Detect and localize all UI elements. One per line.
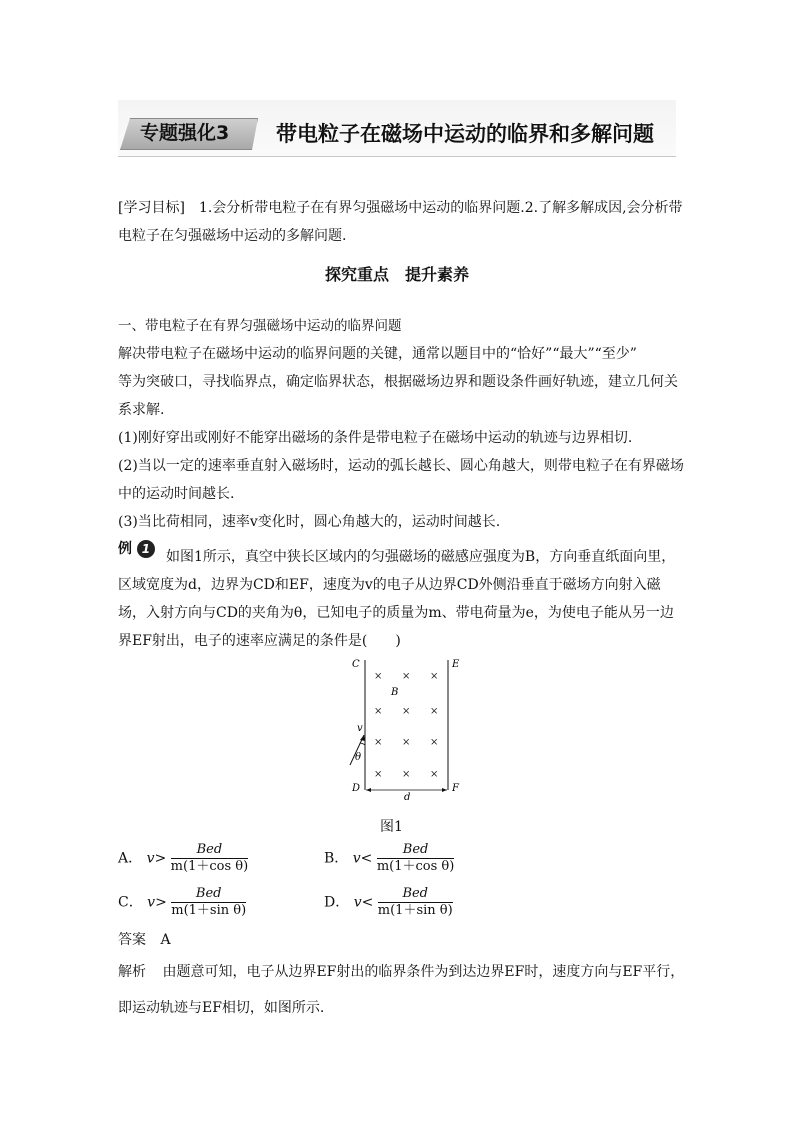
label-e: E	[452, 659, 460, 670]
option-fraction	[377, 842, 454, 875]
option-fraction	[171, 842, 248, 875]
field-cross: ×	[430, 671, 439, 682]
field-cross: ×	[402, 769, 411, 780]
part1-line: 等为突破口，寻找临界点，确定临界状态，根据磁场边界和题设条件画好轨迹，建立几何关	[118, 374, 678, 390]
example-line: 如图1所示，真空中狭长区域内的匀强磁场的磁感应强度为B，方向垂直纸面向里，	[166, 549, 676, 565]
field-cross: ×	[374, 737, 383, 748]
fraction-denominator: m(1＋sin θ)	[377, 903, 453, 918]
analysis-label: 解析	[118, 964, 146, 980]
option-inequality: v<	[353, 894, 374, 911]
theta-arc	[360, 743, 365, 745]
label-f: F	[452, 783, 459, 794]
label-d: D	[352, 783, 361, 794]
option-letter: C．	[118, 894, 143, 911]
fraction-denominator: m(1＋cos θ)	[170, 859, 249, 874]
example-label-text: 例	[118, 541, 132, 557]
label-d-width: d	[404, 792, 411, 803]
fraction-numerator: Bed	[171, 842, 248, 859]
fraction-numerator: Bed	[378, 886, 453, 903]
label-b: B	[391, 687, 399, 698]
example-number-badge: 1	[137, 540, 155, 558]
option-d[interactable]	[324, 886, 453, 919]
part1-line: (3)当比荷相同，速率v变化时，圆心角越大的，运动时间越长.	[118, 514, 501, 530]
analysis-line-2: 即运动轨迹与EF相切，如图所示.	[118, 1000, 325, 1016]
field-cross: ×	[402, 706, 411, 717]
part1-line: (1)刚好穿出或刚好不能穿出磁场的条件是带电粒子在磁场中运动的轨迹与边界相切.	[118, 430, 633, 446]
topic-tag: 专题强化3	[140, 122, 230, 144]
label-v: v	[357, 723, 363, 734]
part1-line: 解决带电粒子在磁场中运动的临界问题的关键，通常以题目中的“恰好”“最大”“至少”	[118, 346, 637, 362]
field-cross: ×	[402, 671, 411, 682]
field-cross: ×	[430, 769, 439, 780]
option-fraction	[378, 886, 453, 919]
option-b[interactable]	[324, 842, 454, 875]
example-line: 界EF射出，电子的速率应满足的条件是( )	[118, 633, 401, 649]
label-c: C	[352, 659, 360, 670]
field-cross: ×	[374, 706, 383, 717]
velocity-arrowhead	[360, 735, 365, 741]
dim-arrow-right	[442, 788, 447, 792]
magnetic-field-figure	[330, 650, 470, 810]
answer-value: A	[160, 932, 171, 948]
goals-line-2: 电粒子在匀强磁场中运动的多解问题.	[118, 228, 347, 244]
analysis-text: 由题意可知，电子从边界EF射出的临界条件为到达边界EF时，速度方向与EF平行，	[162, 964, 685, 980]
field-cross: ×	[430, 737, 439, 748]
analysis-line-1	[118, 958, 684, 986]
field-cross: ×	[402, 737, 411, 748]
goals-line-1: [学习目标] 1.会分析带电粒子在有界匀强磁场中运动的临界问题.2.了解多解成因,会分析带	[118, 200, 683, 216]
option-a[interactable]	[118, 842, 248, 875]
dim-arrow-left	[366, 788, 371, 792]
option-c[interactable]	[118, 886, 246, 919]
field-cross: ×	[374, 671, 383, 682]
answer-label: 答案	[118, 932, 146, 948]
option-inequality: v>	[147, 894, 167, 911]
figure-caption: 图1	[380, 819, 403, 835]
part1-heading: 一、带电粒子在有界匀强磁场中运动的临界问题	[118, 318, 402, 334]
option-letter: B．	[324, 850, 349, 867]
answer-line	[118, 926, 171, 954]
option-letter: A．	[118, 850, 143, 867]
option-letter: D．	[324, 894, 350, 911]
option-inequality: v<	[352, 850, 373, 867]
section-title: 探究重点 提升素养	[324, 265, 469, 284]
fraction-denominator: m(1＋cos θ)	[376, 859, 455, 874]
example-label	[118, 538, 155, 558]
fraction-numerator: Bed	[171, 886, 246, 903]
example-line: 场，入射方向与CD的夹角为θ，已知电子的质量为m、带电荷量为e，为使电子能从另一边	[118, 605, 674, 621]
fraction-denominator: m(1＋sin θ)	[171, 903, 247, 918]
part1-line: (2)当以一定的速率垂直射入磁场时，运动的弧长越长、圆心角越大，则带电粒子在有界磁场	[118, 458, 684, 474]
label-theta: θ	[355, 752, 362, 763]
option-fraction	[171, 886, 246, 919]
part1-line: 系求解.	[118, 402, 165, 418]
field-cross: ×	[374, 769, 383, 780]
fraction-numerator: Bed	[377, 842, 454, 859]
option-inequality: v>	[146, 850, 167, 867]
field-cross: ×	[430, 706, 439, 717]
part1-line: 中的运动时间越长.	[118, 486, 235, 502]
page-title: 带电粒子在磁场中运动的临界和多解问题	[276, 121, 654, 146]
example-line: 区域宽度为d，边界为CD和EF，速度为v的电子从边界CD外侧沿垂直于磁场方向射入磁	[118, 577, 661, 593]
